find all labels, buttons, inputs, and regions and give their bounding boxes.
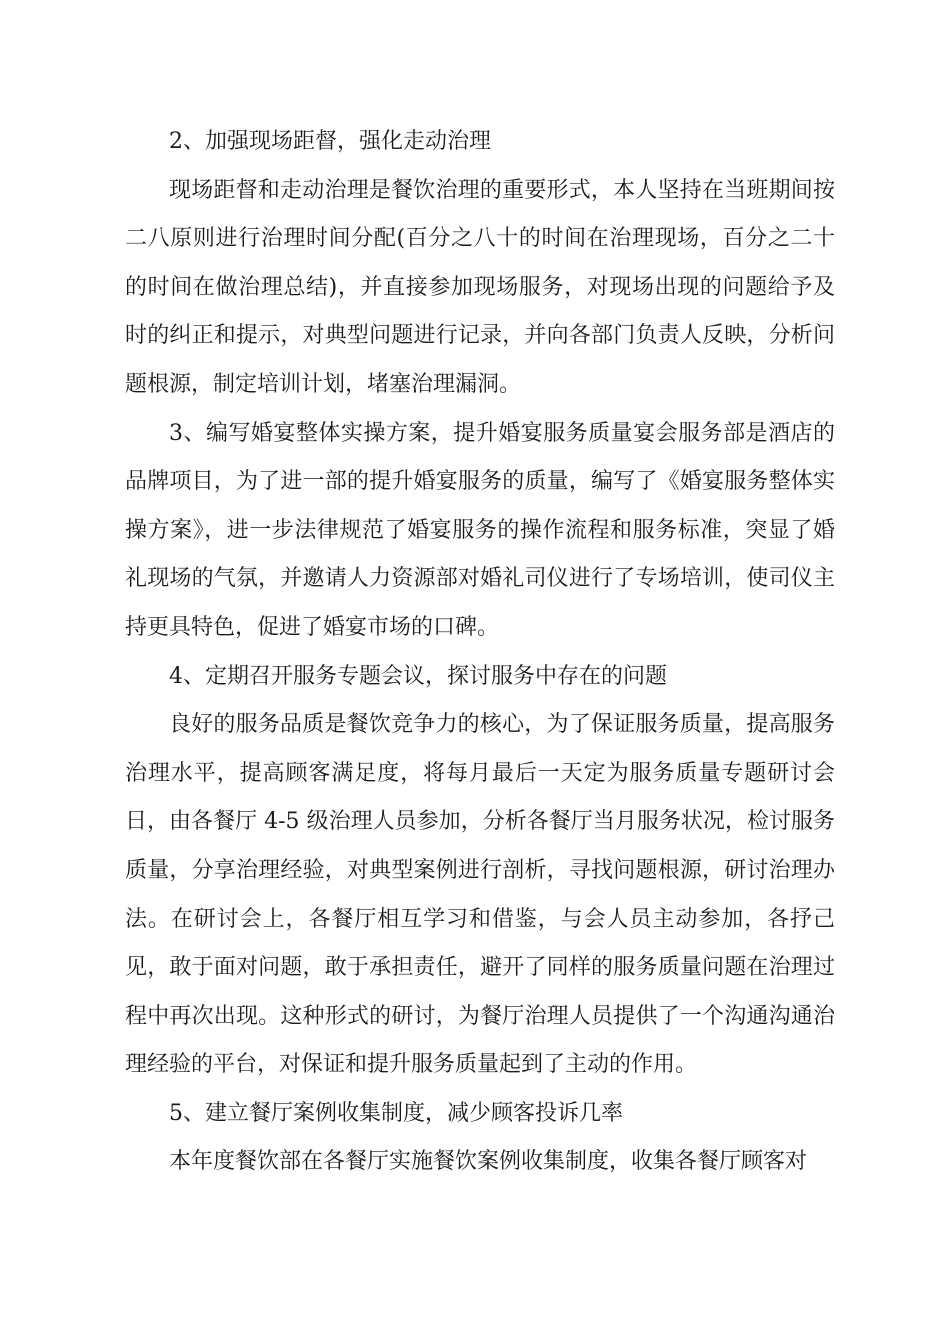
section-heading-5: 5、建立餐厅案例收集制度，减少顾客投诉几率: [169, 1100, 623, 1126]
section-heading-4: 4、定期召开服务专题会议，探讨服务中存在的问题: [169, 663, 667, 689]
section-heading-3: 3、编写婚宴整体实操方案，提升婚宴服务质量宴会服务部是酒店的品牌项目，为了进一部的提升婚宴服务的质量，编写了《婚宴服务整体实操方案》，进一步法律规范了婚宴服务的操作流程和服务标准，突显了婚礼现场的气氛，并邀请人力资源部对婚礼司仪进行了专场培训，使司仪主持更具特色，促进了婚宴市场的口碑。: [125, 420, 835, 640]
body-paragraph: 本年度餐饮部在各餐厅实施餐饮案例收集制度，收集各餐厅顾客对: [169, 1149, 808, 1175]
body-paragraph: 现场距督和走动治理是餐饮治理的重要形式，本人坚持在当班期间按二八原则进行治理时间分配(百分之八十的时间在治理现场，百分之二十的时间在做治理总结)，并直接参加现场服务，对现场出现的问题给予及时的纠正和提示，对典型问题进行记录，并向各部门负责人反映，分析问题根源，制定培训计划，堵塞治理漏洞。: [125, 177, 835, 397]
document-body: [125, 118, 835, 1187]
body-paragraph: 良好的服务品质是餐饮竞争力的核心，为了保证服务质量，提高服务治理水平，提高顾客满足度，将每月最后一天定为服务质量专题研讨会日，由各餐厅 4-5 级治理人员参加，分析各餐厅当月服务状况，检讨服务质量，分享治理经验，对典型案例进行剖析，寻找问题根源，研讨治理办法。在研讨会上，各餐厅相互学习和借鉴，与会人员主动参加，各抒己见，敢于面对问题，敢于承担责任，避开了同样的服务质量问题在治理过程中再次出现。这种形式的研讨，为餐厅治理人员提供了一个沟通沟通治理经验的平台，对保证和提升服务质量起到了主动的作用。: [125, 712, 835, 1078]
section-heading-2: 2、加强现场距督，强化走动治理: [169, 129, 491, 154]
